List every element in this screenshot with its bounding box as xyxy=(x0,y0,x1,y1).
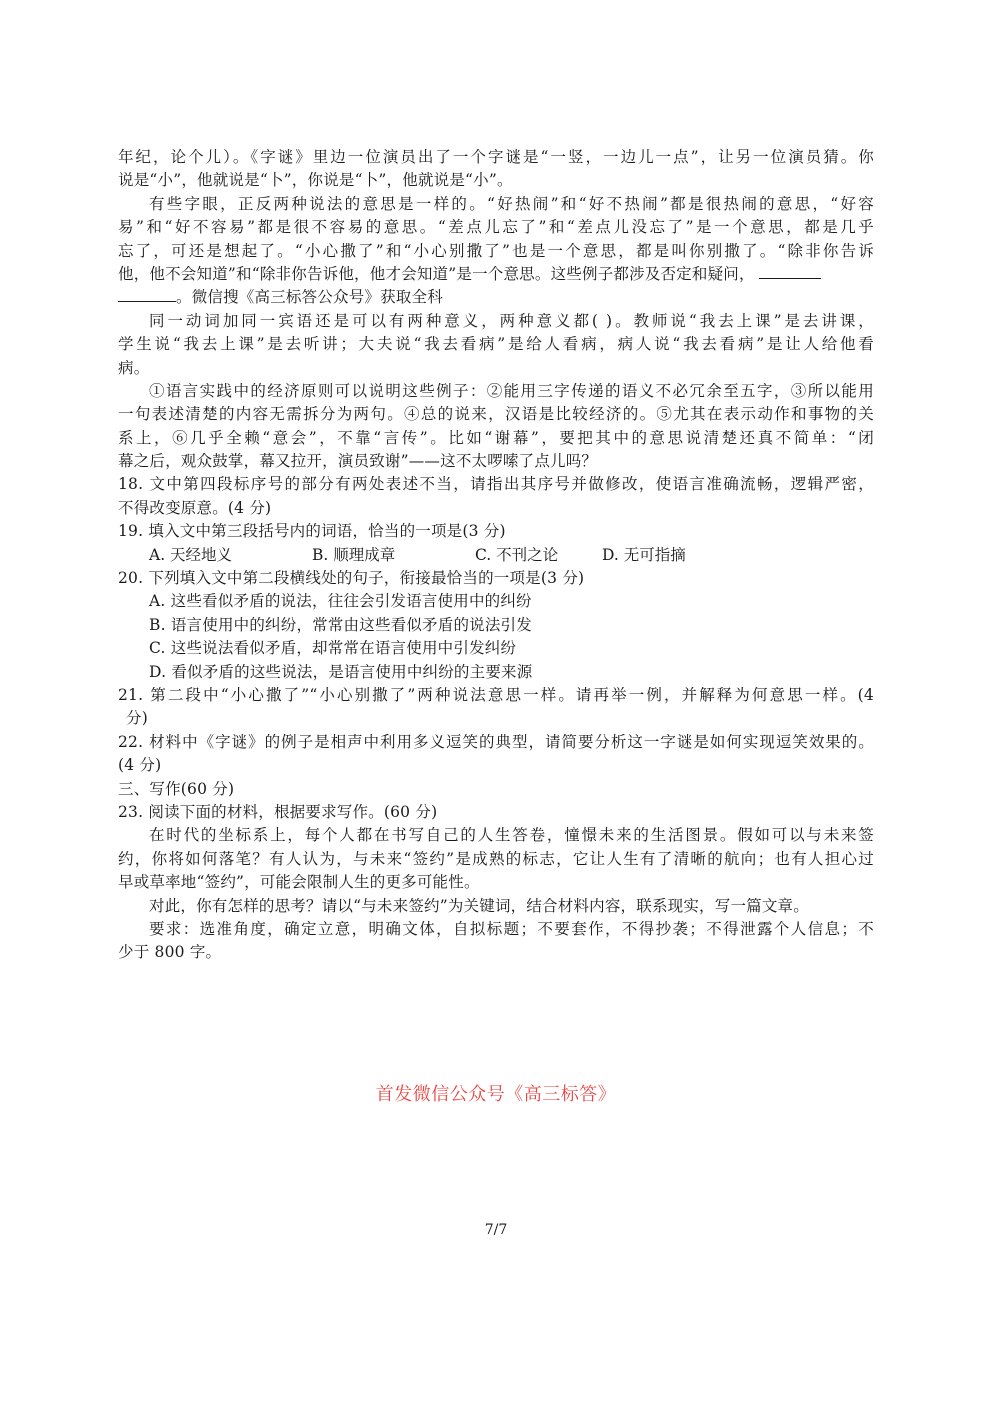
passage-p2-line xyxy=(118,286,874,309)
question-21: 21. 第二段中“小心撒了”“小心别撒了”两种说法意思一样。请再举一例，并解释为何意思一样。(4 xyxy=(118,685,874,704)
question-19-stem: 19. 填入文中第三段括号内的词语，恰当的一项是(3 分) xyxy=(118,522,506,541)
page-number: 7/7 xyxy=(484,1222,508,1238)
passage-p2-line: 忘了，可还是想起了。“小心撒了”和“小心别撒了”也是一个意思，都是叫你别撒了。“除非你告诉 xyxy=(118,241,874,260)
writing-requirements: 要求：选准角度，确定立意，明确文体，自拟标题；不要套作，不得抄袭；不得泄露个人信息；不 xyxy=(149,919,874,938)
writing-material-line: 约，你将如何落笔？有人认为，与未来“签约”是成熟的标志，它让人生有了清晰的航向；也有人担心过 xyxy=(118,849,874,868)
option-b[interactable]: B. 语言使用中的纠纷，常常由这些看似矛盾的说法引发 xyxy=(149,615,532,634)
passage-p1-line: 年纪，论个儿）。《字谜》里边一位演员出了一个字谜是“一竖，一边儿一点”，让另一位演员猜。你 xyxy=(118,148,874,166)
writing-material-line: 在时代的坐标系上，每个人都在书写自己的人生答卷，憧憬未来的生活图景。假如可以与未来签 xyxy=(149,826,874,845)
passage-p3-line: 同一动词加同一宾语还是可以有两种意义，两种意义都( )。教师说“我去上课”是去讲课， xyxy=(149,311,874,330)
passage-p3-line: 学生说“我去上课”是去听讲；大夫说“我去看病”是给人看病，病人说“我去看病”是让人给他看 xyxy=(118,335,874,354)
passage-p4-line: 系上，⑥几乎全赖“意会”，不靠“言传”。比如“谢幕”，要把其中的意思说清楚还真不简单：“闭 xyxy=(118,428,874,447)
passage-p2-text: 他，他不会知道”和“除非你告诉他，他才会知道”是一个意思。这些例子都涉及否定和疑问， xyxy=(118,264,755,283)
writing-requirements-cont: 少于 800 字。 xyxy=(118,943,222,962)
question-18: 18. 文中第四段标序号的部分有两处表述不当，请指出其序号并做修改，使语言准确流畅，逻辑严密， xyxy=(118,475,874,494)
exam-page-content xyxy=(118,146,874,965)
question-22: 22. 材料中《字谜》的例子是相声中利用多义逗笑的典型，请简要分析这一字谜是如何实现逗笑效果的。 xyxy=(118,732,874,751)
passage-p4-line: 一句表述清楚的内容无需拆分为两句。④总的说来，汉语是比较经济的。⑤尤其在表示动作和事物的关 xyxy=(118,405,874,424)
question-19-options xyxy=(118,544,874,567)
answer-blank[interactable] xyxy=(759,264,821,279)
question-23-stem: 23. 阅读下面的材料，根据要求写作。(60 分) xyxy=(118,802,438,821)
answer-blank-continued[interactable] xyxy=(118,287,176,302)
writing-material-line: 早或草率地“签约”，可能会限制人生的更多可能性。 xyxy=(118,873,480,892)
passage-p4-line: ①语言实践中的经济原则可以说明这些例子：②能用三字传递的语义不必冗余至五字，③所以能用 xyxy=(149,381,874,400)
question-18-cont: 不得改变原意。(4 分) xyxy=(118,498,272,517)
passage-p2-note: 。微信搜《高三标答公众号》获取全科 xyxy=(176,288,443,307)
option-b[interactable]: B. 顺理成章 xyxy=(312,545,396,564)
passage-p1-line: 说是“小”，他就说是“卜”，你说是“卜”，他就说是“小”。 xyxy=(118,171,513,190)
question-22-cont: (4 分) xyxy=(118,756,162,775)
writing-prompt: 对此，你有怎样的思考？请以“与未来签约”为关键词，结合材料内容，联系现实，写一篇文章。 xyxy=(149,896,809,915)
option-d[interactable]: D. 无可指摘 xyxy=(602,545,686,564)
passage-p4-line: 幕之后，观众鼓掌，幕又拉开，演员致谢”——这不太啰嗦了点儿吗？ xyxy=(118,452,598,471)
option-a[interactable]: A. 天经地义 xyxy=(149,545,233,564)
question-21-cont: 分) xyxy=(126,709,148,728)
option-a[interactable]: A. 这些看似矛盾的说法，往往会引发语言使用中的纠纷 xyxy=(149,592,532,611)
passage-p2-line: 有些字眼，正反两种说法的意思是一样的。“好热闹”和“好不热闹”都是很热闹的意思，“好容 xyxy=(149,194,874,213)
section-heading-writing: 三、写作(60 分) xyxy=(118,779,235,798)
option-c[interactable]: C. 这些说法看似矛盾，却常常在语言使用中引发纠纷 xyxy=(149,639,517,658)
passage-p3-line: 病。 xyxy=(118,358,150,377)
watermark-text: 首发微信公众号《高三标答》 xyxy=(375,1084,617,1105)
question-20-stem: 20. 下列填入文中第二段横线处的句子，衔接最恰当的一项是(3 分) xyxy=(118,569,585,588)
passage-p2-line xyxy=(118,263,874,286)
option-c[interactable]: C. 不刊之论 xyxy=(475,545,559,564)
passage-p2-line: 易”和“好不容易”都是很不容易的意思。“差点儿忘了”和“差点儿没忘了”是一个意思，都是几乎 xyxy=(118,218,874,237)
option-d[interactable]: D. 看似矛盾的这些说法，是语言使用中纠纷的主要来源 xyxy=(149,662,533,681)
